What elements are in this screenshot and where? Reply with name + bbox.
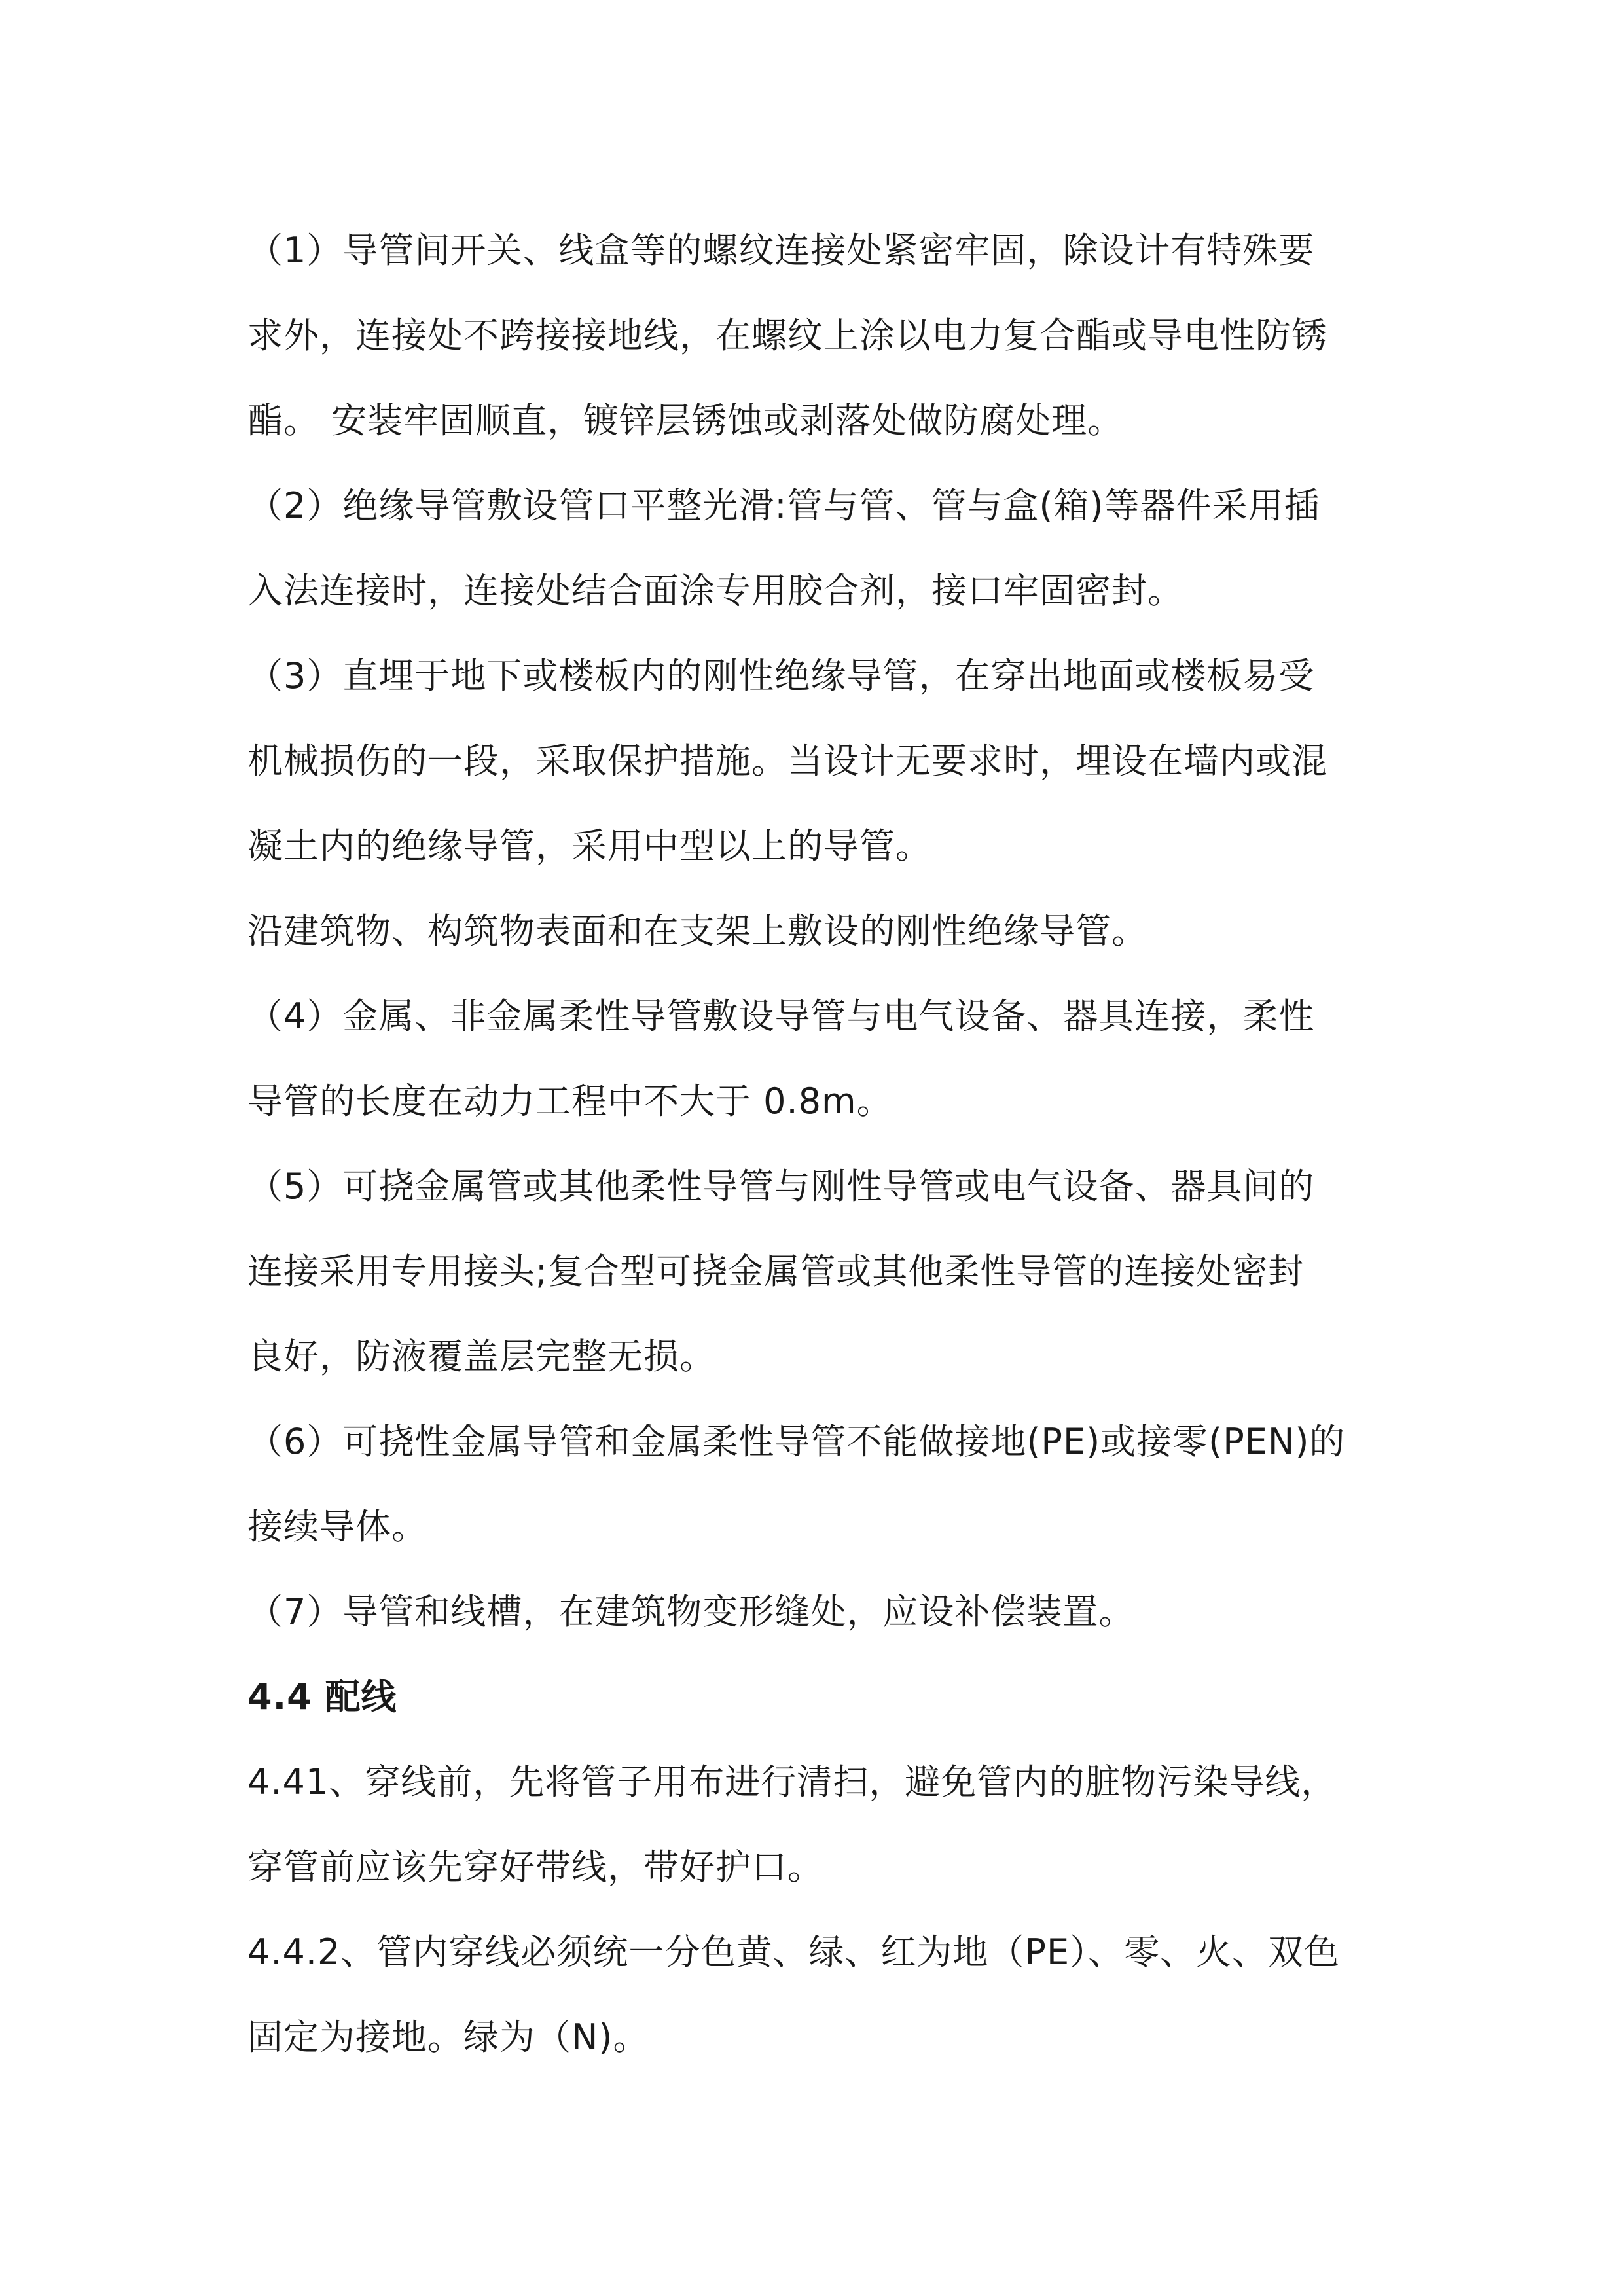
- section-heading: 4.4 配线: [247, 1676, 397, 1717]
- item-6-line-2: 接续导体。: [247, 1506, 427, 1547]
- item-3-line-1: （3）直埋于地下或楼板内的刚性绝缘导管，在穿出地面或楼板易受: [247, 655, 1315, 696]
- item-3-line-3: 凝土内的绝缘导管，采用中型以上的导管。: [247, 825, 931, 867]
- item-1-line-3: 酯。 安装牢固顺直，镀锌层锈蚀或剥落处做防腐处理。: [247, 400, 1124, 441]
- document-body: [247, 208, 1380, 2080]
- clause-4-4-2-line-2: 固定为接地。绿为（N)。: [247, 2017, 649, 2058]
- item-5-line-1: （5）可挠金属管或其他柔性导管与刚性导管或电气设备、器具间的: [247, 1166, 1315, 1207]
- item-5-line-3: 良好，防液覆盖层完整无损。: [247, 1336, 715, 1377]
- item-3-line-4: 沿建筑物、构筑物表面和在支架上敷设的刚性绝缘导管。: [247, 910, 1147, 952]
- clause-4-4-1-line-1: 4.41、穿线前，先将管子用布进行清扫，避免管内的脏物污染导线，: [247, 1761, 1337, 1803]
- item-1-line-2: 求外，连接处不跨接接地线，在螺纹上涂以电力复合酯或导电性防锈: [247, 315, 1327, 356]
- item-6-line-1: （6）可挠性金属导管和金属柔性导管不能做接地(PE)或接零(PEN)的: [247, 1421, 1346, 1462]
- item-7-line-1: （7）导管和线槽，在建筑物变形缝处，应设补偿装置。: [247, 1591, 1135, 1632]
- item-3-line-2: 机械损伤的一段，采取保护措施。当设计无要求时，埋设在墙内或混: [247, 740, 1327, 781]
- item-2-line-1: （2）绝缘导管敷设管口平整光滑:管与管、管与盒(箱)等器件采用插: [247, 485, 1320, 526]
- item-4-line-1: （4）金属、非金属柔性导管敷设导管与电气设备、器具连接，柔性: [247, 996, 1315, 1037]
- clause-4-4-2-line-1: 4.4.2、管内穿线必须统一分色黄、绿、红为地（PE）、零、火、双色: [247, 1931, 1341, 1973]
- item-1-line-1: （1）导管间开关、线盒等的螺纹连接处紧密牢固，除设计有特殊要: [247, 230, 1315, 271]
- item-2-line-2: 入法连接时，连接处结合面涂专用胶合剂，接口牢固密封。: [247, 570, 1183, 611]
- clause-4-4-1-line-2: 穿管前应该先穿好带线，带好护口。: [247, 1846, 823, 1888]
- item-4-line-2: 导管的长度在动力工程中不大于 0.8m。: [247, 1081, 893, 1122]
- item-5-line-2: 连接采用专用接头;复合型可挠金属管或其他柔性导管的连接处密封: [247, 1251, 1305, 1292]
